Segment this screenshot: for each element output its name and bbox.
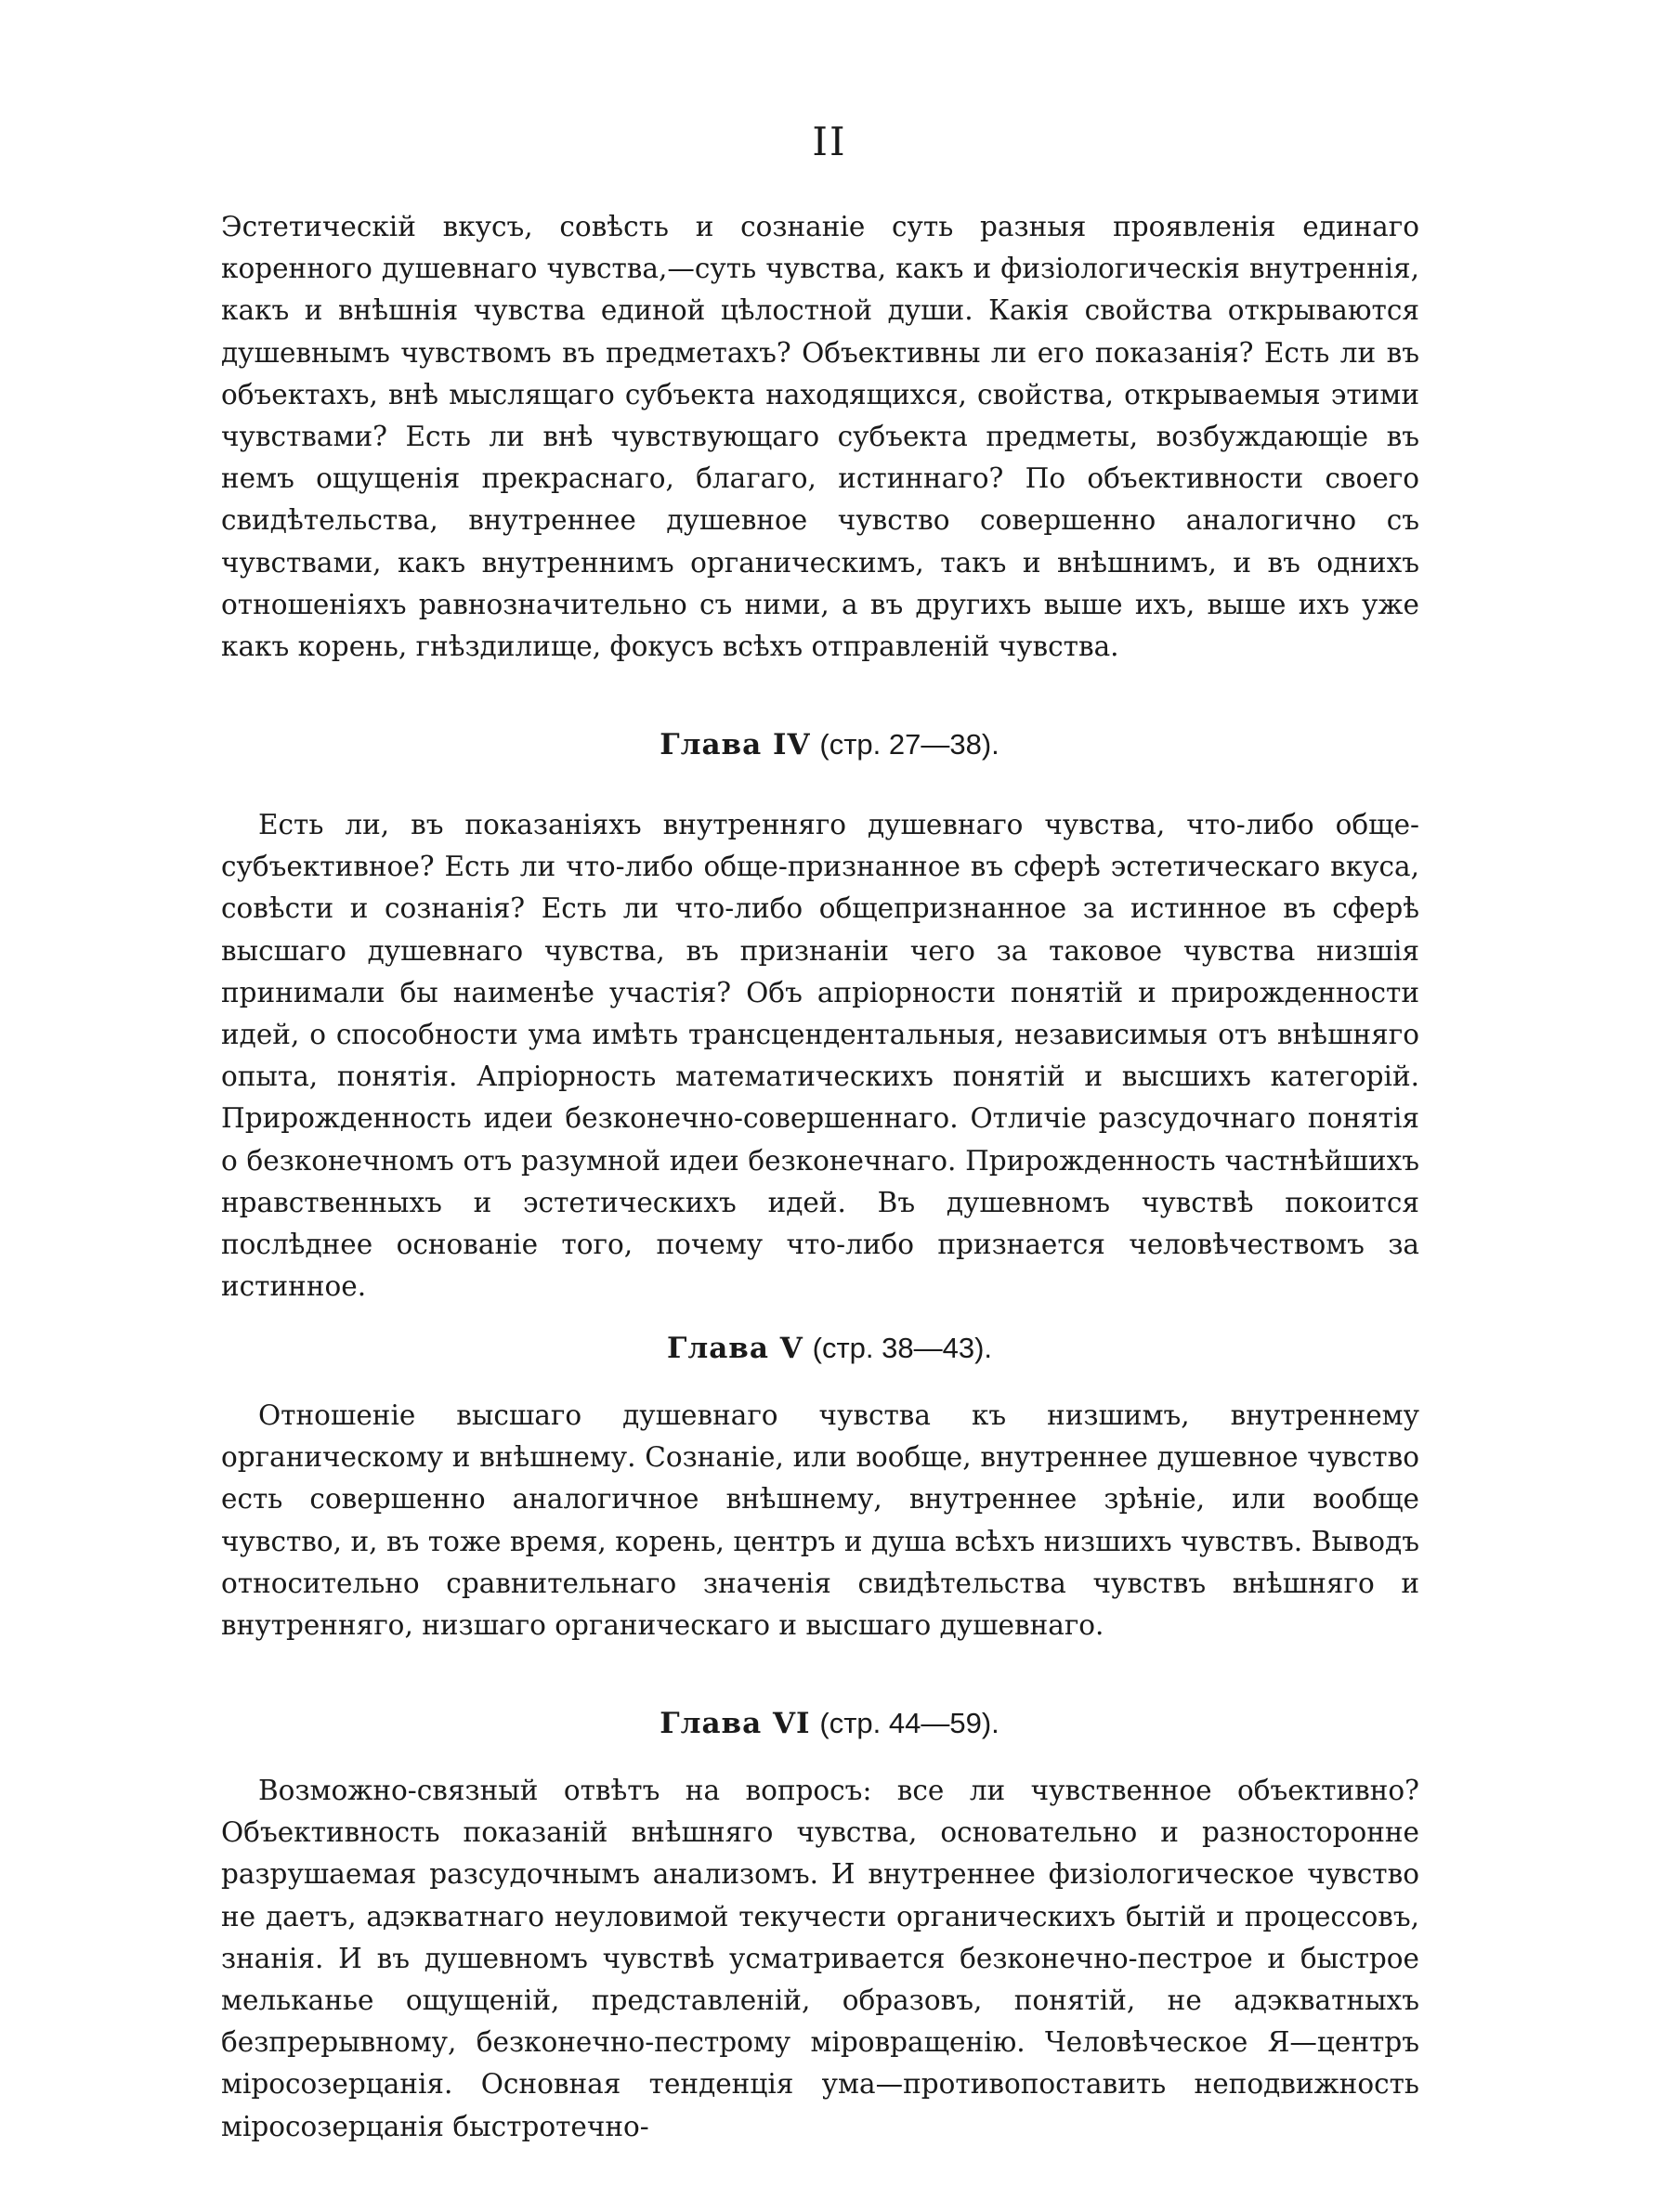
chapter-4-pages: (стр. 27—38). [819,728,999,761]
chapter-6-text: Возможно-связный отвѣтъ на вопросъ: все ли чувственное объективно? Объективность показаній внѣшняго чувства, основательно и разносторонне разрушаемая разсудочнымъ анализомъ. И внутреннее физіологическое чувство не даетъ, адэкватнаго неуловимой текучести органическихъ бытій и процессовъ, знанія. И въ душевномъ чувствѣ усматривается безконечно-пестрое и быстрое мельканье ощущеній, представленій, образовъ, понятій, не адэкватныхъ безпрерывному, безконечно-пестрому міровращенію. Человѣческое Я—центръ міросозерцанія. Основная тенденція ума—противопоставить неподвижность міросозерцанія быстротечно- [221,1775,1419,2142]
chapter-5-text: Отношеніе высшаго душевнаго чувства къ низшимъ, внутреннему органическому и внѣшнему. Сознаніе, или вообще, внутреннее душевное чувство есть совершенно аналогичное внѣшнему, внутреннее зрѣніе, или вообще чувство, и, въ тоже время, корень, центръ и душа всѣхъ низшихъ чувствъ. Выводъ относительно сравнительнаго значенія свидѣтельства чувствъ внѣшняго и внутренняго, низшаго органическаго и высшаго душевнаго. [221,1399,1419,1642]
intro-paragraph: Эстетическій вкусъ, совѣсть и сознаніе суть разныя проявленія единаго коренного душевнаго чувства,—суть чувства, какъ и физіологическія внутреннія, какъ и внѣшнія чувства единой цѣлостной души. Какія свойства открываются душевнымъ чувствомъ въ предметахъ? Объективны ли его показанія? Есть ли въ объектахъ, внѣ мыслящаго субъекта находящихся, свойства, открываемыя этими чувствами? Есть ли внѣ чувствующаго субъекта предметы, возбуждающіе въ немъ ощущенія прекраснаго, благаго, истиннаго? По объективности своего свидѣтельства, внутреннее душевное чувство совершенно аналогично съ чувствами, какъ внутреннимъ органическимъ, такъ и внѣшнимъ, и въ однихъ отношеніяхъ равнозначительно съ ними, а въ другихъ выше ихъ, выше ихъ уже какъ корень, гнѣздилище, фокусъ всѣхъ отправленій чувства. [221,211,1419,663]
chapter-6-label: Глава VI [660,1707,811,1740]
chapter-4-text: Есть ли, въ показаніяхъ внутренняго душевнаго чувства, что-либо обще-субъективное? Есть ли что-либо обще-признанное въ сферѣ эстетическаго вкуса, совѣсти и сознанія? Есть ли что-либо общепризнанное за истинное въ сферѣ высшаго душевнаго чувства, въ признаніи чего за таковое чувства низшія принимали бы наименѣе участія? Объ апріорности понятій и прирожденности идей, о способности ума имѣть трансцендентальныя, независимыя отъ внѣшняго опыта, понятія. Апріорность математическихъ понятій и высшихъ категорій. Прирожденность идеи безконечно-совершеннаго. Отличіе разсудочнаго понятія о безконечномъ отъ разумной идеи безконечнаго. Прирожденность частнѣйшихъ нравственныхъ и эстетическихъ идей. Въ душевномъ чувствѣ покоится послѣднее основаніе того, почему что-либо признается человѣчествомъ за истинное. [221,809,1419,1303]
page-number: II [812,119,847,164]
chapter-6-heading [0,1707,1659,1740]
chapter-5-heading [0,1332,1659,1365]
chapter-5-label: Глава V [666,1332,803,1365]
chapter-4-heading [0,728,1659,761]
chapter-4-label: Глава IV [660,728,811,761]
chapter-6-pages: (стр. 44—59). [819,1707,999,1739]
chapter-5-pages: (стр. 38—43). [812,1332,993,1364]
